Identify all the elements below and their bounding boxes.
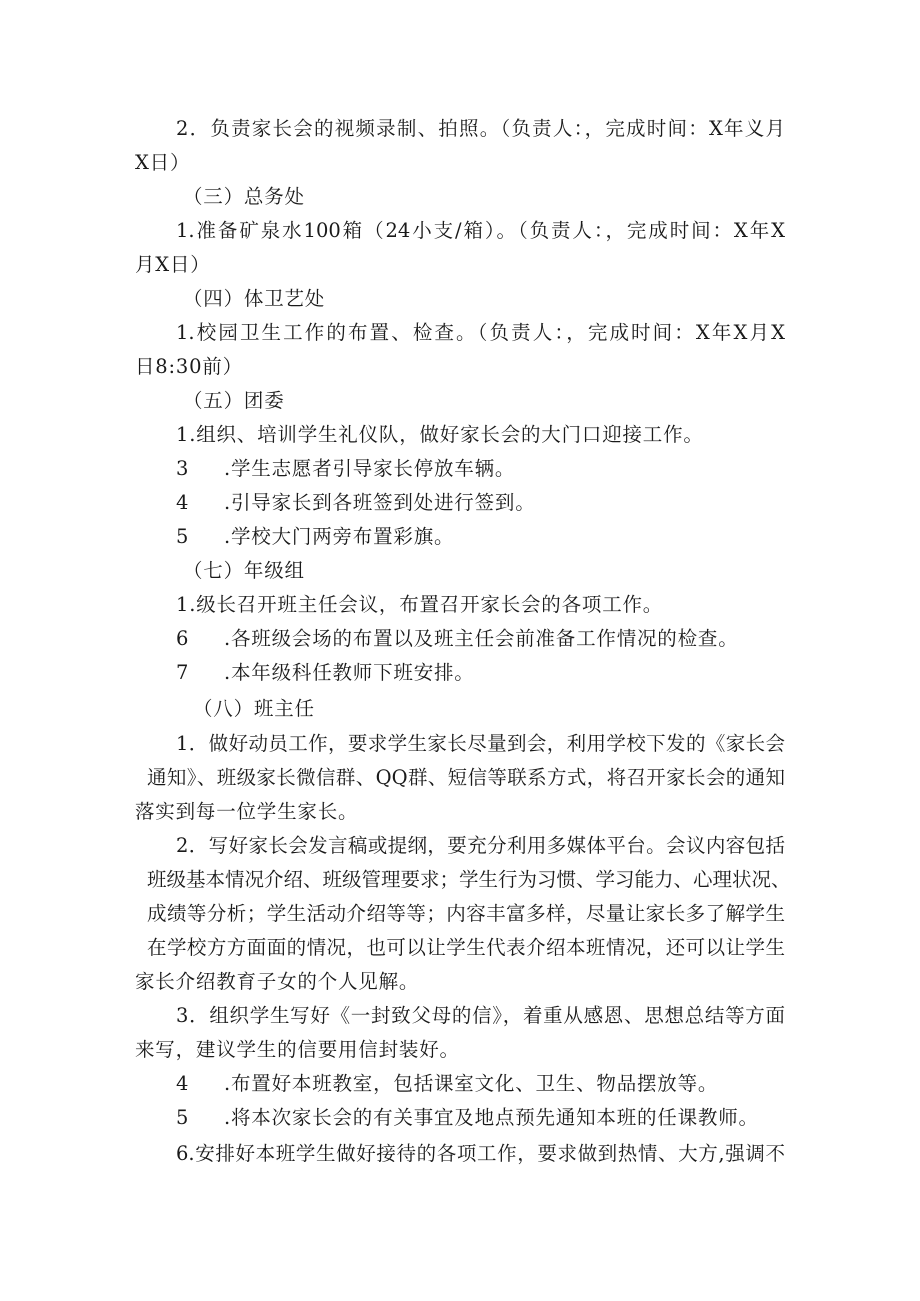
para-mobilization-line2: 通知》、班级家长微信群、QQ群、短信等联系方式，将召开家长会的通知 xyxy=(147,766,785,789)
para-reception-line1: 6.安排好本班学生做好接待的各项工作，要求做到热情、大方,强调不 xyxy=(176,1142,785,1165)
item-number: 6 xyxy=(176,627,190,650)
item-head-teacher-meeting: 1.级长召开班主任会议，布置召开家长会的各项工作。 xyxy=(176,593,664,616)
heading-youth-league: （五）团委 xyxy=(183,389,285,412)
para-letter-line1: 3．组织学生写好《一封致父母的信》，着重从感恩、思想总结等方面 xyxy=(176,1004,785,1027)
heading-sports-health-arts: （四）体卫艺处 xyxy=(183,287,326,310)
item-volunteers: 3 .学生志愿者引导家长停放车辆。 xyxy=(176,457,516,480)
item-campus-hygiene: 1.校园卫生工作的布置、检查。（负责人：，完成时间：X年X月X xyxy=(176,321,785,344)
item-2-video-cont: X日） xyxy=(135,151,191,174)
item-notify-teachers: 5 .将本次家长会的有关事宜及地点预先通知本班的任课教师。 xyxy=(176,1106,759,1129)
heading-head-teachers: （八）班主任 xyxy=(193,697,315,720)
item-number: 4 xyxy=(176,1072,190,1095)
item-number: 7 xyxy=(176,661,190,684)
item-water: 1.准备矿泉水100箱（24小支/箱）。（负责人：，完成时间：X年X xyxy=(176,219,785,242)
item-sign-in: 4 .引导家长到各班签到处进行签到。 xyxy=(176,491,536,514)
item-teacher-schedule: 7 .本年级科任教师下班安排。 xyxy=(176,661,475,684)
heading-grade-group: （七）年级组 xyxy=(183,559,305,582)
para-mobilization-line1: 1．做好动员工作，要求学生家长尽量到会，利用学校下发的《家长会 xyxy=(176,732,785,755)
para-letter-line2: 来写，建议学生的信要用信封装好。 xyxy=(135,1038,460,1061)
item-campus-hygiene-cont: 日8:30前） xyxy=(135,355,243,378)
para-speech-line5: 家长介绍教育子女的个人见解。 xyxy=(135,970,420,993)
item-number: 4 xyxy=(176,491,190,514)
item-etiquette-team: 1.组织、培训学生礼仪队，做好家长会的大门口迎接工作。 xyxy=(176,423,704,446)
item-2-video: 2．负责家长会的视频录制、拍照。（负责人：，完成时间：X年义月 xyxy=(176,117,785,140)
item-number: 5 xyxy=(176,1106,190,1129)
heading-general-affairs: （三）总务处 xyxy=(183,185,305,208)
item-number: 3 xyxy=(176,457,190,480)
para-speech-line4: 在学校方方面面的情况，也可以让学生代表介绍本班情况，还可以让学生 xyxy=(147,936,785,959)
item-flags: 5 .学校大门两旁布置彩旗。 xyxy=(176,525,455,548)
item-water-cont: 月X日） xyxy=(135,253,211,276)
item-number: 5 xyxy=(176,525,190,548)
para-speech-line2: 班级基本情况介绍、班级管理要求；学生行为习惯、学习能力、心理状况、 xyxy=(147,868,791,891)
item-venue-check: 6 .各班级会场的布置以及班主任会前准备工作情况的检查。 xyxy=(176,627,739,650)
item-classroom: 4 .布置好本班教室，包括课室文化、卫生、物品摆放等。 xyxy=(176,1072,719,1095)
para-speech-line1: 2．写好家长会发言稿或提纲，要充分利用多媒体平台。会议内容包括 xyxy=(176,834,785,857)
para-mobilization-line3: 落实到每一位学生家长。 xyxy=(135,800,359,823)
para-speech-line3: 成绩等分析；学生活动介绍等等；内容丰富多样，尽量让家长多了解学生 xyxy=(147,902,785,925)
